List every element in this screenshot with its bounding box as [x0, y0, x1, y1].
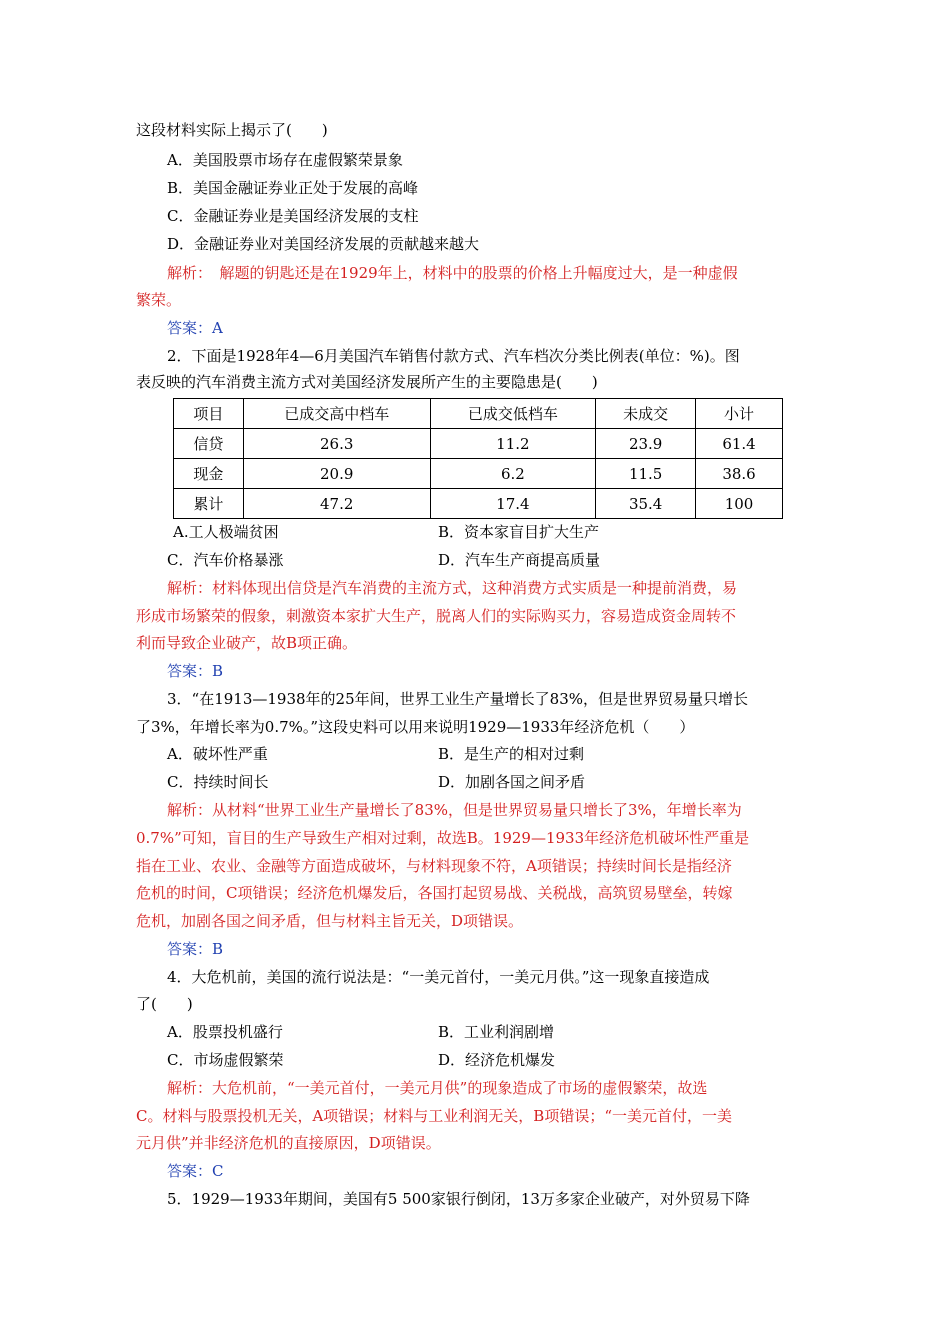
table-cell: 累计: [174, 489, 244, 519]
q3-analysis-cont: 0.7%”可知，盲目的生产导致生产相对过剩，故选B。1929—1933年经济危机破坏性严重是: [136, 829, 750, 847]
q5-stem: 5．1929—1933年期间，美国有5 500家银行倒闭，13万多家企业破产，对外贸易下降: [167, 1190, 750, 1208]
q2-option-c: C．汽车价格暴涨: [167, 551, 284, 569]
q3-stem: 3．“在1913—1938年的25年间，世界工业生产量增长了83%，但是世界贸易量只增长: [167, 690, 748, 708]
q2-stem-cont: 表反映的汽车消费主流方式对美国经济发展所产生的主要隐患是( ): [136, 373, 598, 391]
table-cell: 38.6: [696, 459, 783, 489]
table-cell: 26.3: [243, 429, 430, 459]
table-header-cell: 已成交高中档车: [243, 399, 430, 429]
q4-option-a: A．股票投机盛行: [167, 1023, 283, 1041]
q3-analysis-cont: 危机，加剧各国之间矛盾，但与材料主旨无关，D项错误。: [136, 912, 524, 930]
q4-analysis-cont: C。材料与股票投机无关，A项错误；材料与工业利润无关，B项错误；“一美元首付，一美: [136, 1107, 733, 1125]
q3-option-d: D．加剧各国之间矛盾: [438, 773, 586, 791]
q3-option-c: C．持续时间长: [167, 773, 269, 791]
q3-stem-cont: 了3%，年增长率为0.7%。”这段史料可以用来说明1929—1933年经济危机（ ）: [136, 718, 695, 736]
table-header-row: [174, 399, 783, 429]
q1-option-b: B．美国金融证券业正处于发展的高峰: [167, 179, 419, 197]
q1-answer: 答案：A: [167, 319, 223, 337]
table-cell: 61.4: [696, 429, 783, 459]
q1-analysis: 解析： 解题的钥匙还是在1929年上，材料中的股票的价格上升幅度过大，是一种虚假: [167, 264, 738, 282]
q4-analysis-cont: 元月供”并非经济危机的直接原因，D项错误。: [136, 1134, 441, 1152]
table-cell: 11.5: [596, 459, 696, 489]
table-cell: 23.9: [596, 429, 696, 459]
q3-analysis-cont: 指在工业、农业、金融等方面造成破坏，与材料现象不符，A项错误；持续时间长是指经济: [136, 857, 732, 875]
q4-stem-cont: 了( ): [136, 995, 193, 1013]
q2-analysis: 解析：材料体现出信贷是汽车消费的主流方式，这种消费方式实质是一种提前消费，易: [167, 579, 738, 597]
q3-option-a: A．破坏性严重: [167, 745, 268, 763]
table-cell: 20.9: [243, 459, 430, 489]
q2-option-b: B．资本家盲目扩大生产: [438, 523, 600, 541]
q2-answer: 答案：B: [167, 662, 224, 680]
table-cell: 100: [696, 489, 783, 519]
q1-stem: 这段材料实际上揭示了( ): [136, 121, 328, 139]
q2-analysis-cont: 利而导致企业破产，故B项正确。: [136, 634, 358, 652]
q1-option-d: D．金融证券业对美国经济发展的贡献越来越大: [167, 235, 480, 253]
q3-analysis: 解析：从材料“世界工业生产量增长了83%，但是世界贸易量只增长了3%，年增长率为: [167, 801, 742, 819]
q4-answer: 答案：C: [167, 1162, 224, 1180]
q1-analysis-cont: 繁荣。: [136, 291, 182, 309]
q2-option-a: A.工人极端贫困: [173, 523, 279, 541]
table-header-cell: 小计: [696, 399, 783, 429]
table-header-cell: 未成交: [596, 399, 696, 429]
q2-option-d: D．汽车生产商提高质量: [438, 551, 601, 569]
table-header-cell: 项目: [174, 399, 244, 429]
q4-analysis: 解析：大危机前，“一美元首付，一美元月供”的现象造成了市场的虚假繁荣，故选: [167, 1079, 708, 1097]
sales-ratio-table: [173, 398, 783, 519]
table-row: [174, 429, 783, 459]
q3-answer: 答案：B: [167, 940, 224, 958]
table-cell: 47.2: [243, 489, 430, 519]
table-cell: 6.2: [430, 459, 596, 489]
table-cell: 11.2: [430, 429, 596, 459]
q1-option-a: A．美国股票市场存在虚假繁荣景象: [167, 151, 403, 169]
table-cell: 现金: [174, 459, 244, 489]
q4-option-b: B．工业利润剧增: [438, 1023, 555, 1041]
table-row: [174, 459, 783, 489]
q2-analysis-cont: 形成市场繁荣的假象，刺激资本家扩大生产，脱离人们的实际购买力，容易造成资金周转不: [136, 607, 737, 625]
table-row: [174, 489, 783, 519]
table-cell: 信贷: [174, 429, 244, 459]
q4-option-c: C．市场虚假繁荣: [167, 1051, 284, 1069]
q2-stem: 2．下面是1928年4—6月美国汽车销售付款方式、汽车档次分类比例表(单位：%)。图: [167, 347, 740, 365]
q1-option-c: C．金融证券业是美国经济发展的支柱: [167, 207, 419, 225]
q4-stem: 4．大危机前，美国的流行说法是：“一美元首付，一美元月供。”这一现象直接造成: [167, 968, 710, 986]
q3-analysis-cont: 危机的时间，C项错误；经济危机爆发后，各国打起贸易战、关税战，高筑贸易壁垒，转嫁: [136, 884, 733, 902]
q4-option-d: D．经济危机爆发: [438, 1051, 556, 1069]
table-cell: 17.4: [430, 489, 596, 519]
q3-option-b: B．是生产的相对过剩: [438, 745, 585, 763]
table-cell: 35.4: [596, 489, 696, 519]
table-header-cell: 已成交低档车: [430, 399, 596, 429]
